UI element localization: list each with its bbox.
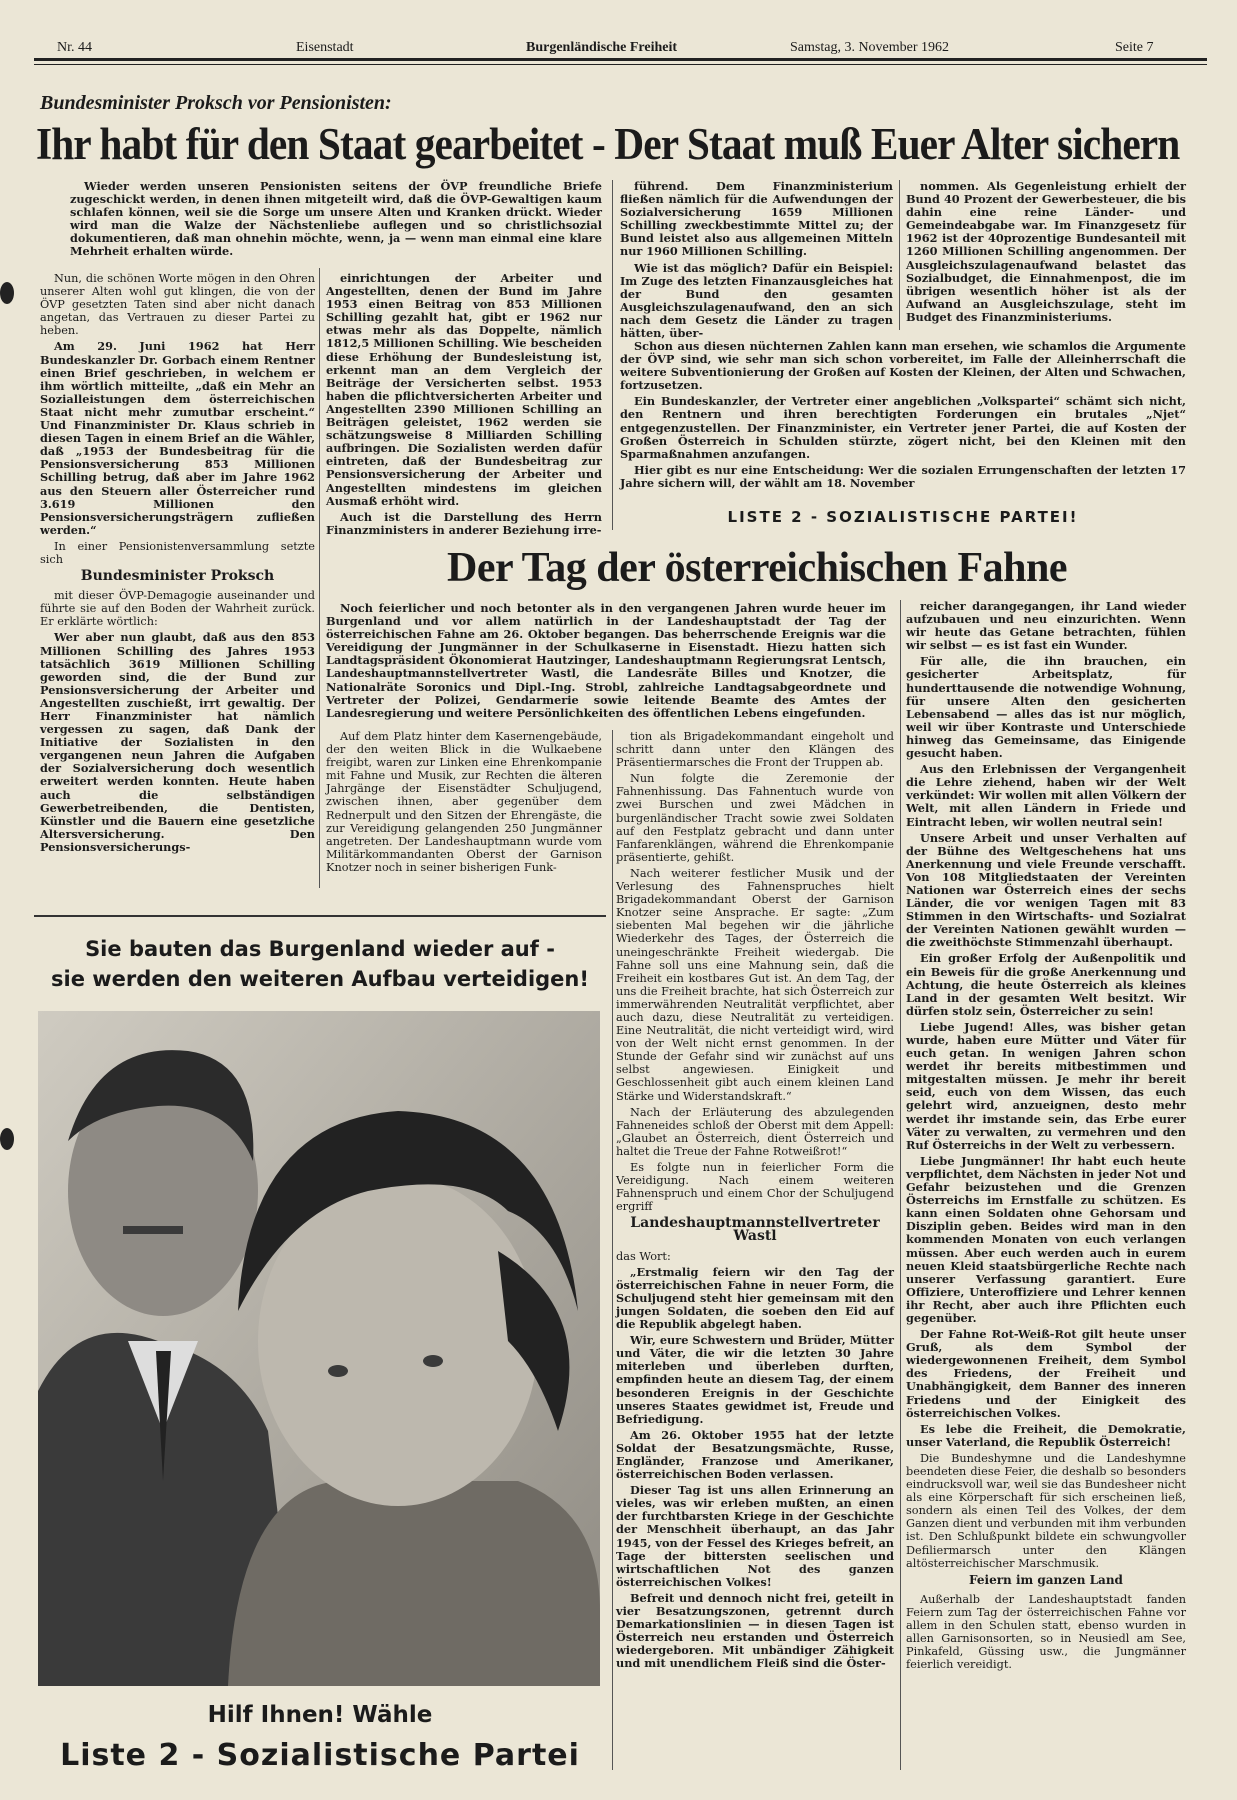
article2-headline: Der Tag der österreichischen Fahne (447, 545, 1067, 591)
paragraph: Am 29. Juni 1962 hat Herr Bundeskanzler Dr. Gorbach einem Rentner einen Brief geschrieben, in welchem er ihm wörtlich mitteilte, „daß ein Mehr an Sozialleistungen dem österreichischen Staat nicht mehr zumutbar erscheint.“ Und Finanzminister Dr. Klaus schrieb in diesen Tagen in einem Brief an die Wähler, daß „1953 der Bundesbeitrag für die Pensionsversicherung 853 Millionen Schilling betrug, daß aber im Jahre 1962 aus den Steuern aller Österreicher rund 3.619 Millionen den Pensionsversicherungsträgern zufließen werden.“ (40, 339, 315, 537)
ad-slogan-line-2: sie werden den weiteren Aufbau verteidigen! (51, 967, 589, 991)
article1-column-2 (326, 272, 602, 540)
paragraph: Dieser Tag ist uns allen Erinnerung an vieles, was wir erleben mußten, an einen der furchtbarsten Kriege in der Geschichte der Menschheit überhaupt, an das Jahr 1945, von der Fessel des Krieges befreit, an Tage der bittersten seelischen und wirtschaftlichen Not des ganzen österreichischen Volkes! (616, 1483, 894, 1589)
article1-column-3 (620, 180, 893, 343)
binder-hole (0, 282, 14, 304)
paragraph: einrichtungen der Arbeiter und Angestellten, denen der Bund im Jahre 1953 einen Beitrag von 853 Millionen Schilling gezahlt hat, gibt er 1962 nur etwas mehr als das Doppelte, nämlich 1812,5 Millionen Schilling. Wie bescheiden diese Erhöhung der Bundesleistung ist, erkennt man an dem Vergleich der Beiträge der Versicherten selbst. 1953 haben die pflichtversicherten Arbeiter und Angestellten 2390 Millionen Schilling an Beiträgen geleistet, 1962 werden sie schätzungsweise 8 Milliarden Schilling aufbringen. Die Sozialisten werden dafür eintreten, daß der Bundesbeitrag zur Pensionsversicherung der Arbeiter und Angestellten mindestens im gleichen Ausmaß erhöht wird. (326, 271, 602, 508)
column-rule (612, 180, 613, 530)
article2-lead (326, 602, 886, 723)
paragraph: Wir, eure Schwestern und Brüder, Mütter und Väter, die wir die letzten 30 Jahre miterleben und überleben durften, empfinden heute an diesem Tag, der einem besonderen Ereignis in der Geschichte unseres Staates gewidmet ist, Freude und Befriedigung. (616, 1333, 894, 1426)
paragraph: führend. Dem Finanzministerium fließen nämlich für die Aufwendungen der Sozialversicherung 1659 Millionen Schilling zweckbestimmte Mittel zu; der Bund leistet also aus allgemeinen Mitteln nur 1960 Millionen Schilling. (620, 179, 893, 259)
party-list-slogan: LISTE 2 - SOZIALISTISCHE PARTEI! (727, 508, 1079, 526)
article2-column-c (906, 600, 1186, 1674)
paragraph: Nun, die schönen Worte mögen in den Ohren unserer Alten wohl gut klingen, die von der ÖVP gesetzten Taten sind aber nicht danach angetan, das Vertrauen zu dieser Partei zu heben. (40, 272, 315, 338)
subheading: Landeshauptmannstellvertreter Wastl (630, 1215, 880, 1245)
binder-hole (0, 1128, 14, 1150)
paragraph: Befreit und dennoch nicht frei, geteilt in vier Besatzungszonen, getrennt durch Demarkationslinien — in diesen Tagen ist Österreich neu erstanden und Österreich wiedergeboren. Mit unbändiger Zähigkeit und mit unendlichem Fleiß sind die Öster- (616, 1590, 894, 1671)
paragraph: Hier gibt es nur eine Entscheidung: Wer die sozialen Errungenschaften der letzten 17 Jahre sichern will, der wählt am 18. November (620, 462, 1186, 490)
subheading: Feiern im ganzen Land (969, 1572, 1123, 1587)
article-lead (70, 180, 602, 262)
column-rule (900, 600, 901, 1770)
paragraph: Nach der Erläuterung des abzulegenden Fahneneides schloß der Oberst mit dem Appell: „Glaubet an Österreich, dient Österreich und haltet die Treue der Fahne Rotweißrot!“ (616, 1105, 894, 1158)
paragraph: Wie ist das möglich? Dafür ein Beispiel: Im Zuge des letzten Finanzausgleiches hat der Bund den gesamten Ausgleichszulagenaufwand, den an sich nach dem Gesetz die Länder zu tragen hätten, über- (620, 260, 893, 341)
article-kicker: Bundesminister Proksch vor Pensionisten: (40, 92, 392, 114)
paragraph: In einer Pensionistenversammlung setzte sich (40, 539, 315, 566)
paragraph: Schon aus diesen nüchternen Zahlen kann man ersehen, wie schamlos die Argumente der ÖVP sind, wie sehr man sich schon vorbereitet, im Falle der Alleinherrschaft die weitere Subventionierung der Großen auf Kosten der Kleinen, der Alten und Schwachen, fortzusetzen. (620, 339, 1186, 393)
paragraph: Auch ist die Darstellung des Herrn Finanzministers in anderer Beziehung irre- (326, 509, 602, 537)
paragraph: Außerhalb der Landeshauptstadt fanden Feiern zum Tag der österreichischen Fahne vor allem in den Schulen statt, ebenso wurden in allen Garnisonsorten, so in Neusiedl am See, Pinkafeld, Güssing usw., die Jungmänner feierlich vereidigt. (906, 1592, 1186, 1672)
lead-text: Wieder werden unseren Pensionisten seitens der ÖVP freundliche Briefe zugeschickt werden, in denen ihnen mitgeteilt wird, daß die ÖVP-Gewaltigen kaum schlafen können, weil sie die Sorge um unsere Alten und Kranken drückt. Wieder wird man die Walze der Nächstenliebe auflegen und so christlichsozial dokumentieren, daß man ohnehin möchte, wenn, ja — wenn man einmal eine klare Mehrheit erhalten würde. (70, 179, 602, 259)
paragraph: tion als Brigadekommandant eingeholt und schritt dann unter den Klängen des Präsentiermarsches die Front der Truppen ab. (616, 730, 894, 770)
newspaper-name: Burgenländische Freiheit (526, 40, 678, 55)
lead-text: Noch feierlicher und noch betonter als in den vergangenen Jahren wurde heuer im Burgenland und vor allem natürlich in der Landeshauptstadt der Tag der österreichischen Fahne am 26. Oktober begangen. Das beherrschende Ereignis war die Vereidigung der Jungmänner in der Schulkaserne in Eisenstadt. Hiezu hatten sich Landtagspräsident Ökonomierat Hautzinger, Landeshauptmann Regierungsrat Lentsch, Landeshauptmannstellvertreter Wastl, die Landesräte Billes und Knotzer, die Nationalräte Soronics und Dipl.-Ing. Strobl, zahlreiche Landtagsabgeordnete und Vertreter der Polizei, Gendarmerie sowie leitende Beamte des Amtes der Landesregierung und weitere Persönlichkeiten des öffentlichen Lebens eingefunden. (326, 601, 886, 720)
paragraph: Es lebe die Freiheit, die Demokratie, unser Vaterland, die Republik Österreich! (906, 1421, 1186, 1449)
subheading: Bundesminister Proksch (80, 568, 275, 585)
paragraph: Ein großer Erfolg der Außenpolitik und ein Beweis für die große Anerkennung und Achtung, die heute Österreich als kleines Land in der gesamten Welt besitzt. Wir dürfen stolz sein, Österreicher zu sein! (906, 951, 1186, 1018)
paragraph: Wer aber nun glaubt, daß aus den 853 Millionen Schilling des Jahres 1953 tatsächlich 3619 Millionen Schilling geworden sind, die der Bund zur Pensionsversicherung der Arbeiter und Angestellten zuschießt, irrt gewaltig. Der Herr Finanzminister hat nämlich vergessen zu sagen, daß Dank der Initiative der Sozialisten in den vergangenen neun Jahren die Aufgaben der Sozialversicherung doch wesentlich erweitert werden konnten. Heute haben auch die selbständigen Gewerbetreibenden, die Dentisten, Künstler und die Bauern eine gesetzliche Altersversicherung. Den Pensionsversicherungs- (40, 630, 315, 854)
article1-column-1 (40, 272, 315, 857)
article2-column-b (616, 730, 894, 1673)
paragraph: Am 26. Oktober 1955 hat der letzte Soldat der Besatzungsmächte, Russe, Engländer, Franzose und Amerikaner, österreichischen Boden verlassen. (616, 1427, 894, 1482)
ad-party-list: Liste 2 - Sozialistische Partei (60, 1738, 580, 1773)
paragraph: Unsere Arbeit und unser Verhalten auf der Bühne des Weltgeschehens hat uns Anerkennung und viele Freunde verschafft. Von 108 Mitgliedstaaten der Vereinten Nationen war Österreich eines der sechs Länder, die vor wenigen Tagen mit 83 Stimmen in den Wirtschafts- und Sozialrat der Vereinten Nationen gewählt wurden — die zweithöchste Stimmenzahl überhaupt. (906, 830, 1186, 950)
paragraph: Die Bundeshymne und die Landeshymne beendeten diese Feier, die deshalb so besonders eindrucksvoll war, weil sie das Bundesheer nicht als eine Körperschaft für sich erscheinen ließ, sondern als einen Teil des Volkes, der dem Ganzen dient und verbunden mit ihm verbunden ist. Den Schlußpunkt bildete ein schwungvoller Defiliermarsch unter den Klängen altösterreichischer Marschmusik. (906, 1451, 1186, 1570)
issue-number: Nr. 44 (57, 40, 92, 55)
paragraph: Aus den Erlebnissen der Vergangenheit die Lehre ziehend, haben wir der Welt verkündet: Wir wollen mit allen Völkern der Welt, mit allen Ländern in Friede und Eintracht leben, wir wollen neutral sein! (906, 762, 1186, 829)
article1-conclusion (620, 340, 1186, 493)
article-headline: Ihr habt für den Staat gearbeitet - Der Staat muß Euer Alter sichern (36, 119, 1180, 169)
paragraph: „Erstmalig feiern wir den Tag der österreichischen Fahne in neuer Form, die Schuljugend steht hier gemeinsam mit den jungen Soldaten, die soeben den Eid auf die Republik abgelegt haben. (616, 1264, 894, 1332)
column-rule (899, 180, 900, 330)
paragraph: Nun folgte die Zeremonie der Fahnenhissung. Das Fahnentuch wurde von zwei Burschen und zwei Mädchen in burgenländischer Tracht sowie zwei Soldaten auf den Festplatz gebracht und dann unter Fanfarenklängen, während die Ehrenkompanie präsentierte, gehißt. (616, 772, 894, 864)
paragraph: reicher darangegangen, ihr Land wieder aufzubauen und neu einzurichten. Wenn wir heute das Getane betrachten, fühlen wir selbst — es ist fast ein Wunder. (906, 599, 1186, 653)
paragraph: Nach weiterer festlicher Musik und der Verlesung des Fahnenspruches hielt Brigadekommandant Oberst der Garnison Knotzer seine Ansprache. Er sagte: „Zum siebenten Mal begehen wir die jährliche Wiederkehr des Tages, der Österreich die uneingeschränkte Freiheit wiedergab. Die Fahne soll uns eine Mahnung sein, daß die Freiheit ein kostbares Gut ist. An dem Tag, der uns die Freiheit brachte, hat sich Österreich zur immerwährenden Neutralität verpflichtet, aber auch dazu, diese Neutralität zu verteidigen. Eine Neutralität, die nicht verteidigt wird, wird von der Welt nicht ernst genommen. In der Stunde der Gefahr sind wir zunächst auf uns selbst angewiesen. Einigkeit und Geschlossenheit gibt auch einem kleinen Land Stärke und Widerstandskraft.“ (616, 866, 894, 1103)
page-number: Seite 7 (1115, 40, 1154, 55)
ad-top-rule (34, 915, 606, 917)
paragraph: Es folgte nun in feierlicher Form die Vereidigung. Nach einem weiteren Fahnenspruch und einem Chor der Schuljugend ergriff (616, 1161, 894, 1214)
ad-call-to-action: Hilf Ihnen! Wähle (207, 1702, 433, 1728)
paragraph: Der Fahne Rot-Weiß-Rot gilt heute unser Gruß, als dem Symbol der wiedergewonnenen Freiheit, dem Symbol des Friedens, der Freiheit und Unabhängigkeit, dem Banner des inneren Friedens und der Einigkeit des österreichischen Volkes. (906, 1327, 1186, 1420)
paragraph: Liebe Jugend! Alles, was bisher getan wurde, haben eure Mütter und Väter für euch getan. In wenigen Jahren schon werdet ihr bereits mitbestimmen und mitgestalten müssen. Je mehr ihr bereit seid, euch von dem Wissen, das euch gelehrt wird, anzueignen, desto mehr werdet ihr imstande sein, das Erbe eurer Väter zu verwalten, zu vermehren und den Ruf Österreichs in der Welt zu verbessern. (906, 1019, 1186, 1152)
paragraph: Liebe Jungmänner! Ihr habt euch heute verpflichtet, dem Nächsten in jeder Not und Gefahr beizustehen und die Grenzen Österreichs im Ernstfalle zu schützen. Es kann einen Soldaten ohne Gehorsam und Disziplin geben. Beides wird man in den kommenden Monaten von euch verlangen müssen. Aber euch werden auch in eurem neuen Kleid staatsbürgerliche Rechte nach unserer Verfassung garantiert. Eure Offiziere, Unteroffiziere und Lehrer kennen ihr Recht, aber auch ihre Pflichten euch gegenüber. (906, 1153, 1186, 1325)
paragraph: Ein Bundeskanzler, der Vertreter einer angeblichen „Volkspartei“ schämt sich nicht, den Rentnern und ihren berechtigten Forderungen ein brutales „Njet“ entgegenzustellen. Der Finanzminister, ein Vertreter jener Partei, die auf Kosten der Großen Österreich in Schulden stürzte, zögert nicht, bei den Kleinen mit den Sparmaßnahmen anzufangen. (620, 394, 1186, 461)
paragraph: Auf dem Platz hinter dem Kasernengebäude, der den weiten Blick in die Wulkaebene freigibt, waren zur Linken eine Ehrenkompanie mit Fahne und Musik, zur Rechten die älteren Jahrgänge der Eisenstädter Schuljugend, zwischen ihnen, aber gegenüber dem Rednerpult und den Sitzen der Ehrengäste, die zur Vereidigung gelangenden 250 Jungmänner angetreten. Der Landeshauptmann wurde vom Militärkommandanten Oberst der Garnison Knotzer noch in seiner bisherigen Funk- (326, 730, 602, 874)
ad-slogan-line-1: Sie bauten das Burgenland wieder auf - (85, 937, 555, 961)
paragraph: mit dieser ÖVP-Demagogie auseinander und führte sie auf den Boden der Wahrheit zurück. Er erklärte wörtlich: (40, 589, 315, 629)
dateline-place: Eisenstadt (296, 40, 354, 55)
paragraph: das Wort: (616, 1249, 671, 1263)
paragraph: Für alle, die ihn brauchen, ein gesicherter Arbeitsplatz, für hunderttausende die notwendige Wohnung, für unsere Alten den gesicherten Lebensabend — alles das ist nur möglich, weil wir über Kontraste und Unterschiede hinweg das Gemeinsame, das Einigende gesucht haben. (906, 654, 1186, 761)
candidate-photo (38, 1011, 600, 1686)
header-rule (34, 58, 1207, 61)
issue-date: Samstag, 3. November 1962 (790, 40, 950, 55)
column-rule (612, 730, 613, 1770)
paragraph: nommen. Als Gegenleistung erhielt der Bund 40 Prozent der Gewerbesteuer, die bis dahin eine reine Länder- und Gemeindeabgabe war. Im Finanzgesetz für 1962 ist der 40prozentige Bundesanteil mit 1260 Millionen Schilling angenommen. Der Ausgleichszulagenaufwand belastet das Sozialbudget, die Einnahmenpost, die im übrigen wesentlich höher ist als der Aufwand an Ausgleichszulage, steht im Budget des Finanzministeriums. (906, 179, 1186, 324)
article1-column-4 (906, 180, 1186, 327)
photo-illustration (38, 1011, 600, 1686)
column-rule (319, 268, 320, 888)
header-rule-thin (34, 64, 1207, 65)
article2-column-a (326, 730, 602, 877)
